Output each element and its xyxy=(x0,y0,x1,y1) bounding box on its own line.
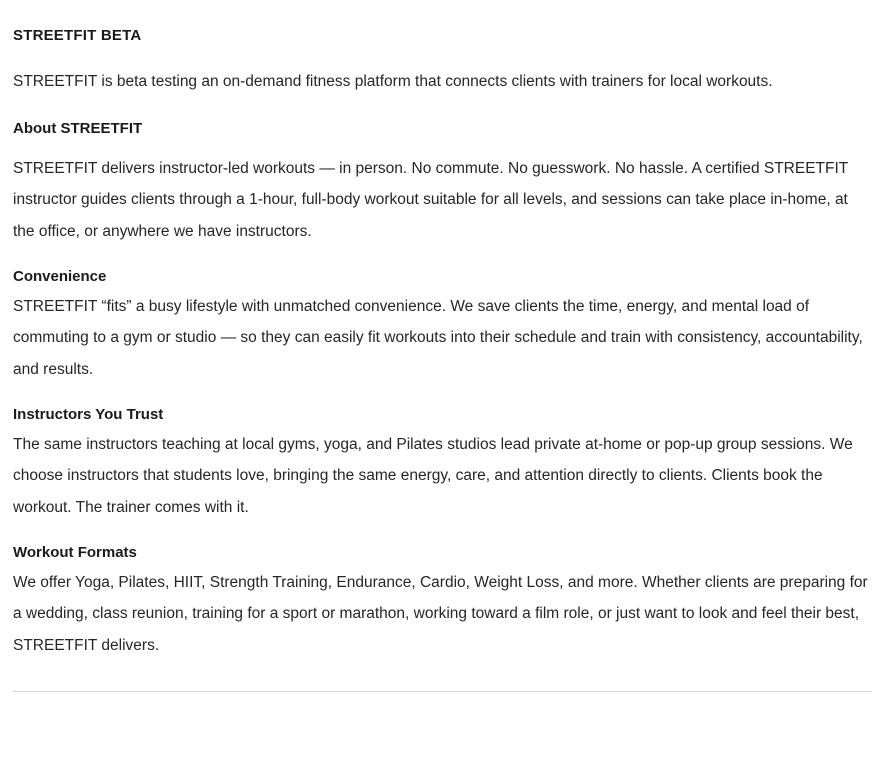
section-divider xyxy=(13,691,872,692)
section-workout-formats xyxy=(13,543,872,661)
section-heading-workout-formats: Workout Formats xyxy=(13,544,137,562)
section-body-convenience: STREETFIT “fits” a busy lifestyle with unmatched convenience. We save clients the time, energy, and mental load of commuting to a gym or studio — so they can easily fit workouts into their schedule and train with consistency, accountability, and results. xyxy=(13,297,863,378)
section-body-about: STREETFIT delivers instructor-led workouts — in person. No commute. No guesswork. No hassle. A certified STREETFIT instructor guides clients through a 1-hour, full-body workout suitable for all levels, and sessions can take place in-home, at the office, or anywhere we have instructors. xyxy=(13,159,848,240)
intro-paragraph: STREETFIT is beta testing an on-demand fitness platform that connects clients with trainers for local workouts. xyxy=(13,73,773,91)
section-heading-instructors: Instructors You Trust xyxy=(13,406,164,424)
section-instructors xyxy=(13,405,872,523)
section-heading-about: About STREETFIT xyxy=(13,120,143,138)
section-heading-convenience: Convenience xyxy=(13,268,107,286)
section-body-instructors: The same instructors teaching at local gyms, yoga, and Pilates studios lead private at-home or pop-up group sessions. We choose instructors that students love, bringing the same energy, care, and attention directly to clients. Clients book the workout. The trainer comes with it. xyxy=(13,435,853,516)
section-about xyxy=(13,119,872,247)
section-body-workout-formats: We offer Yoga, Pilates, HIIT, Strength Training, Endurance, Cardio, Weight Loss, and more. Whether clients are preparing for a wedding, class reunion, training for a sport or marathon, working toward a film role, or just want to look and feel their best, STREETFIT delivers. xyxy=(13,573,868,654)
page-title: STREETFIT BETA xyxy=(13,27,142,44)
section-convenience xyxy=(13,267,872,385)
